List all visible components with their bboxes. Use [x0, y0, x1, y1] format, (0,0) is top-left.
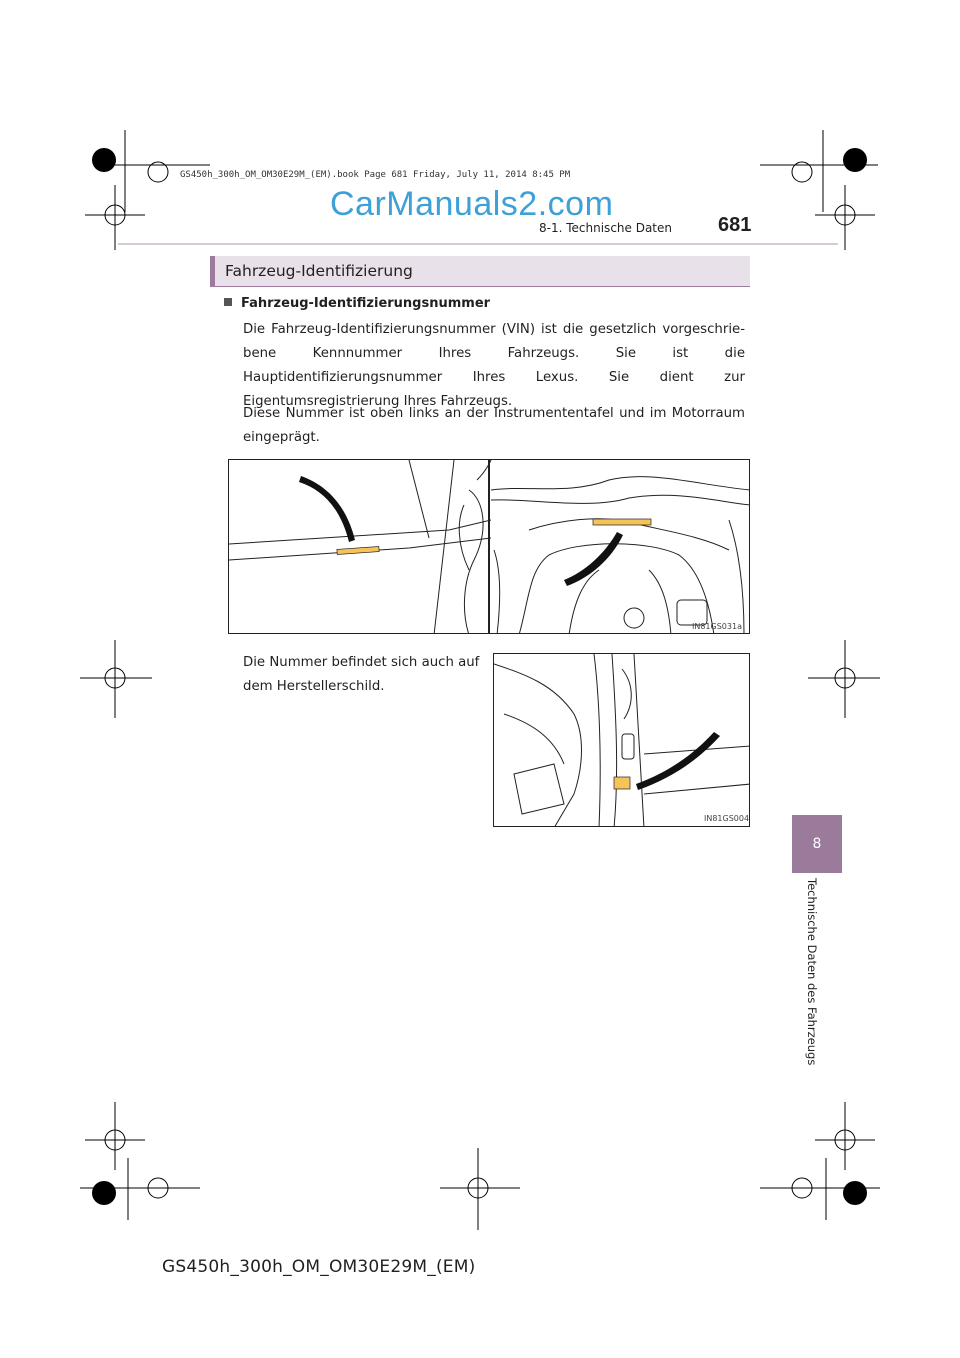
note-text: Die Nummer befindet sich auch auf dem Herstellerschild. [243, 655, 480, 694]
figure-manufacturer-plate [493, 653, 750, 827]
figure-code: IN81GS031a [692, 622, 742, 631]
chapter-tab: 8 [792, 815, 842, 873]
figure-code: IN81GS004 [704, 814, 750, 823]
subheading: Fahrzeug-Identifizierungsnummer [224, 296, 490, 311]
footer-code: GS450h_300h_OM_OM30E29M_(EM) [162, 1257, 476, 1277]
square-bullet-icon [224, 298, 232, 306]
paragraph-vin: Die Fahrzeug-Identifizierungsnummer (VIN) ist die gesetzlich vorgeschrie-bene Kennnummer Ihres Fahrzeugs. Sie ist die Hauptidentifizierungsnummer Ihres Lexus. Sie dient zur Eigentumsregistrierung Ihres Fahrzeugs. [243, 322, 745, 409]
chapter-label: Technische Daten des Fahrzeugs [805, 878, 819, 1066]
watermark: CarManuals2.com [330, 185, 614, 223]
header-rule [118, 243, 838, 245]
door-pillar-illustration [494, 654, 750, 827]
section-heading: Fahrzeug-Identifizierung [225, 262, 413, 280]
dashboard-engine-illustration [229, 460, 750, 634]
page-number: 681 [718, 214, 752, 236]
print-info: GS450h_300h_OM_OM30E29M_(EM).book Page 681 Friday, July 11, 2014 8:45 PM [180, 170, 571, 180]
figure-vin-location [228, 459, 750, 634]
paragraph-location: Diese Nummer ist oben links an der Instrumententafel und im Motorraum eingeprägt. [243, 406, 745, 445]
